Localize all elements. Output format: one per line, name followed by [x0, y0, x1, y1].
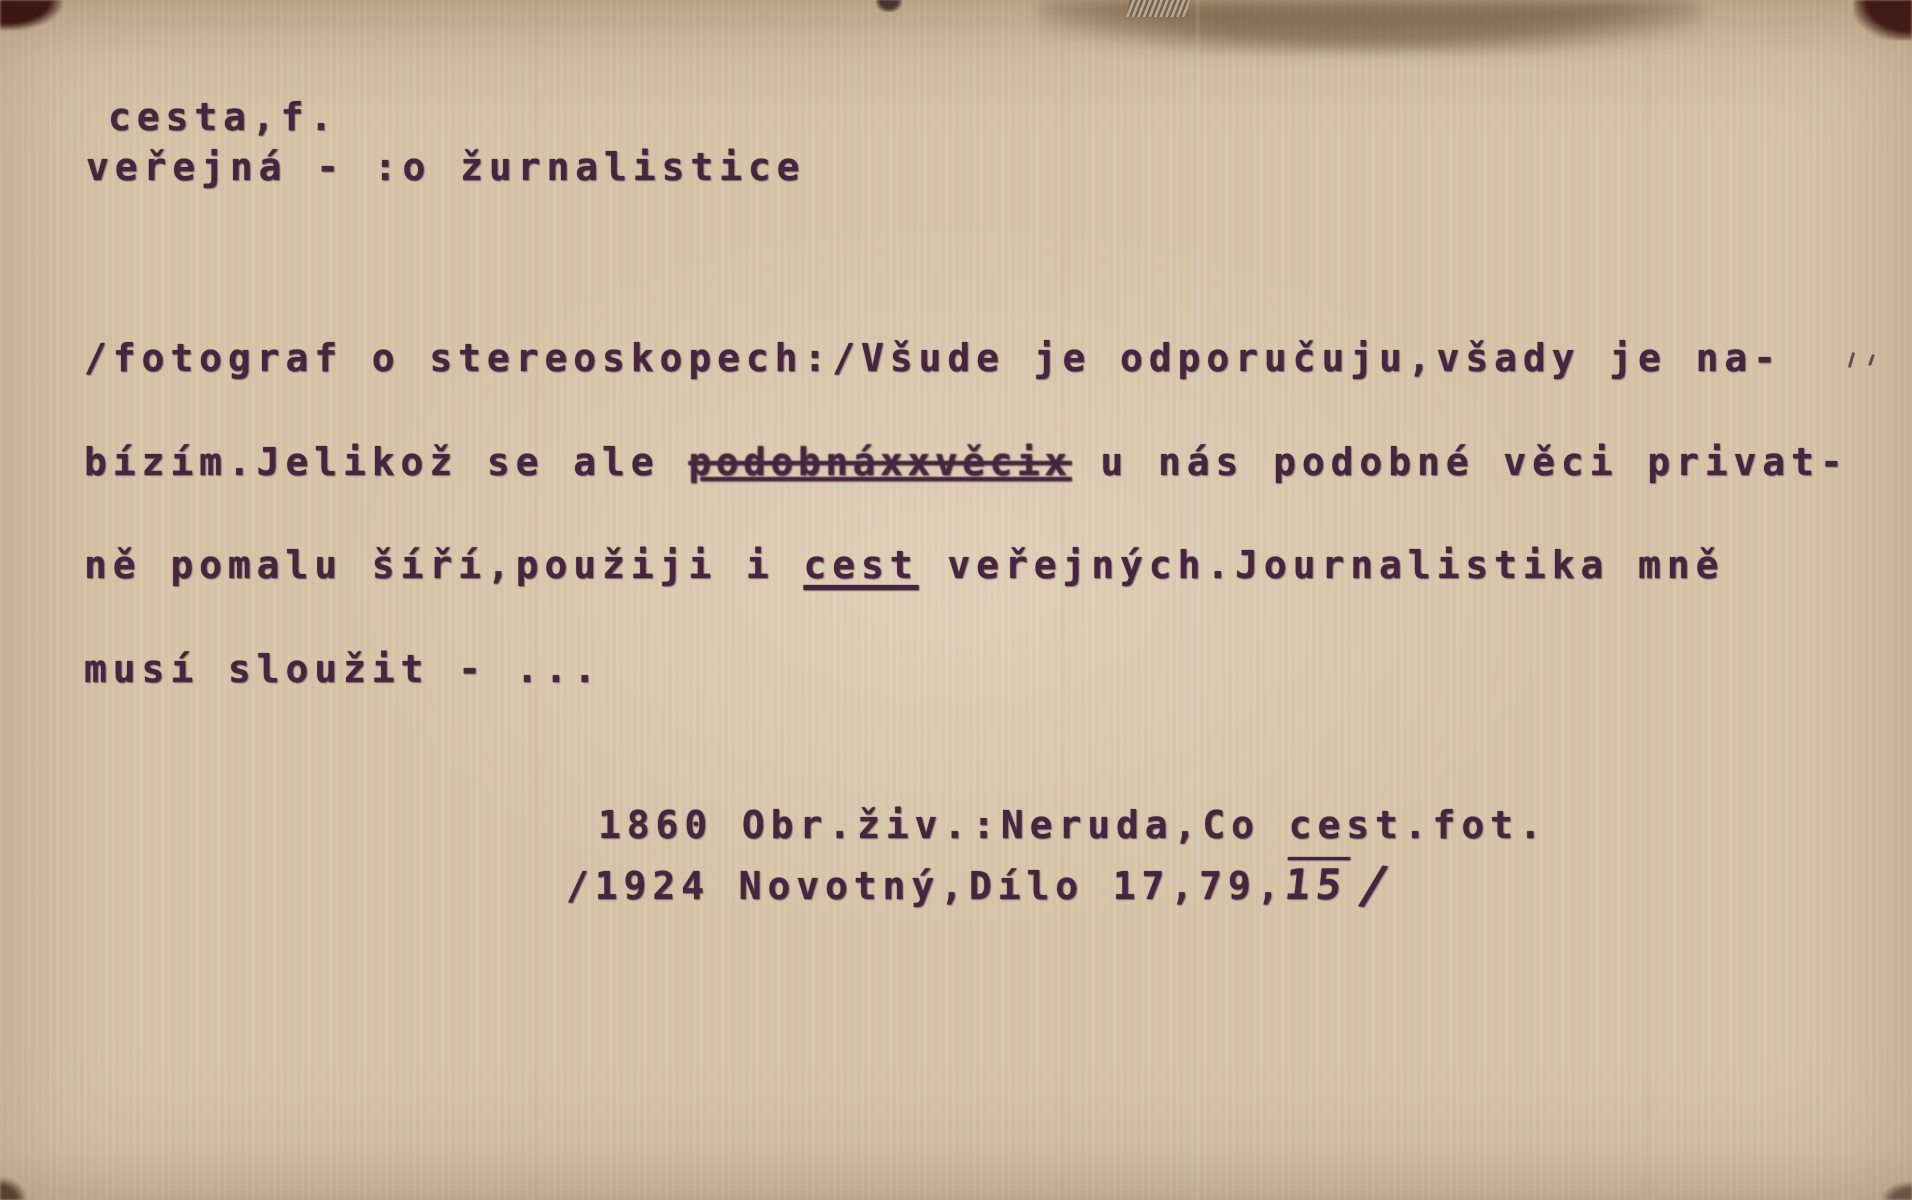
- underlined-word: cest: [803, 543, 919, 587]
- subentry-line: veřejná - :o žurnalistice: [86, 145, 806, 189]
- struck-out-word: podobnáxxvěcix: [688, 440, 1072, 484]
- body-line-2: [84, 440, 1849, 484]
- corner-mark-top-left: [0, 0, 62, 30]
- corner-mark-top-right: [1854, 0, 1912, 40]
- citation-line-2-text: /1924 Novotný,Dílo 17,79,: [566, 864, 1286, 908]
- citation-line-1: 1860 Obr.živ.:Neruda,Co cest.fot.: [598, 803, 1548, 847]
- paper-crease-line: [1196, 0, 1199, 1200]
- citation-line-2: [566, 852, 1398, 918]
- edge-nick-mark: [876, 0, 902, 12]
- body-line-3-text: veřejných.Journalistika mně: [918, 543, 1725, 587]
- corner-mark-bottom-right: [1882, 1182, 1912, 1200]
- body-line-1: /fotograf o stereoskopech:/Všude je odporučuju,všady je na-: [84, 336, 1782, 380]
- paper-crease-line: [1646, 0, 1649, 1200]
- body-line-4: musí sloužit - ...: [84, 647, 603, 691]
- headword-line: cesta,f.: [108, 95, 339, 139]
- stray-pen-marks: [1846, 352, 1880, 378]
- handwritten-closing-slash: /: [1354, 854, 1398, 918]
- corner-mark-bottom-left: [0, 1178, 26, 1200]
- body-line-2-text: u nás podobné věci privat-: [1071, 440, 1849, 484]
- paper-crease-line: [1062, 0, 1065, 1200]
- handwritten-page-number: 15: [1282, 860, 1351, 909]
- body-line-3-text: ně pomalu šíří,použiji i: [84, 543, 804, 587]
- body-line-2-text: bízím.Jelikož se ale: [84, 440, 689, 484]
- body-line-3: [84, 543, 1724, 587]
- paper-clip-mark: [1126, 0, 1190, 17]
